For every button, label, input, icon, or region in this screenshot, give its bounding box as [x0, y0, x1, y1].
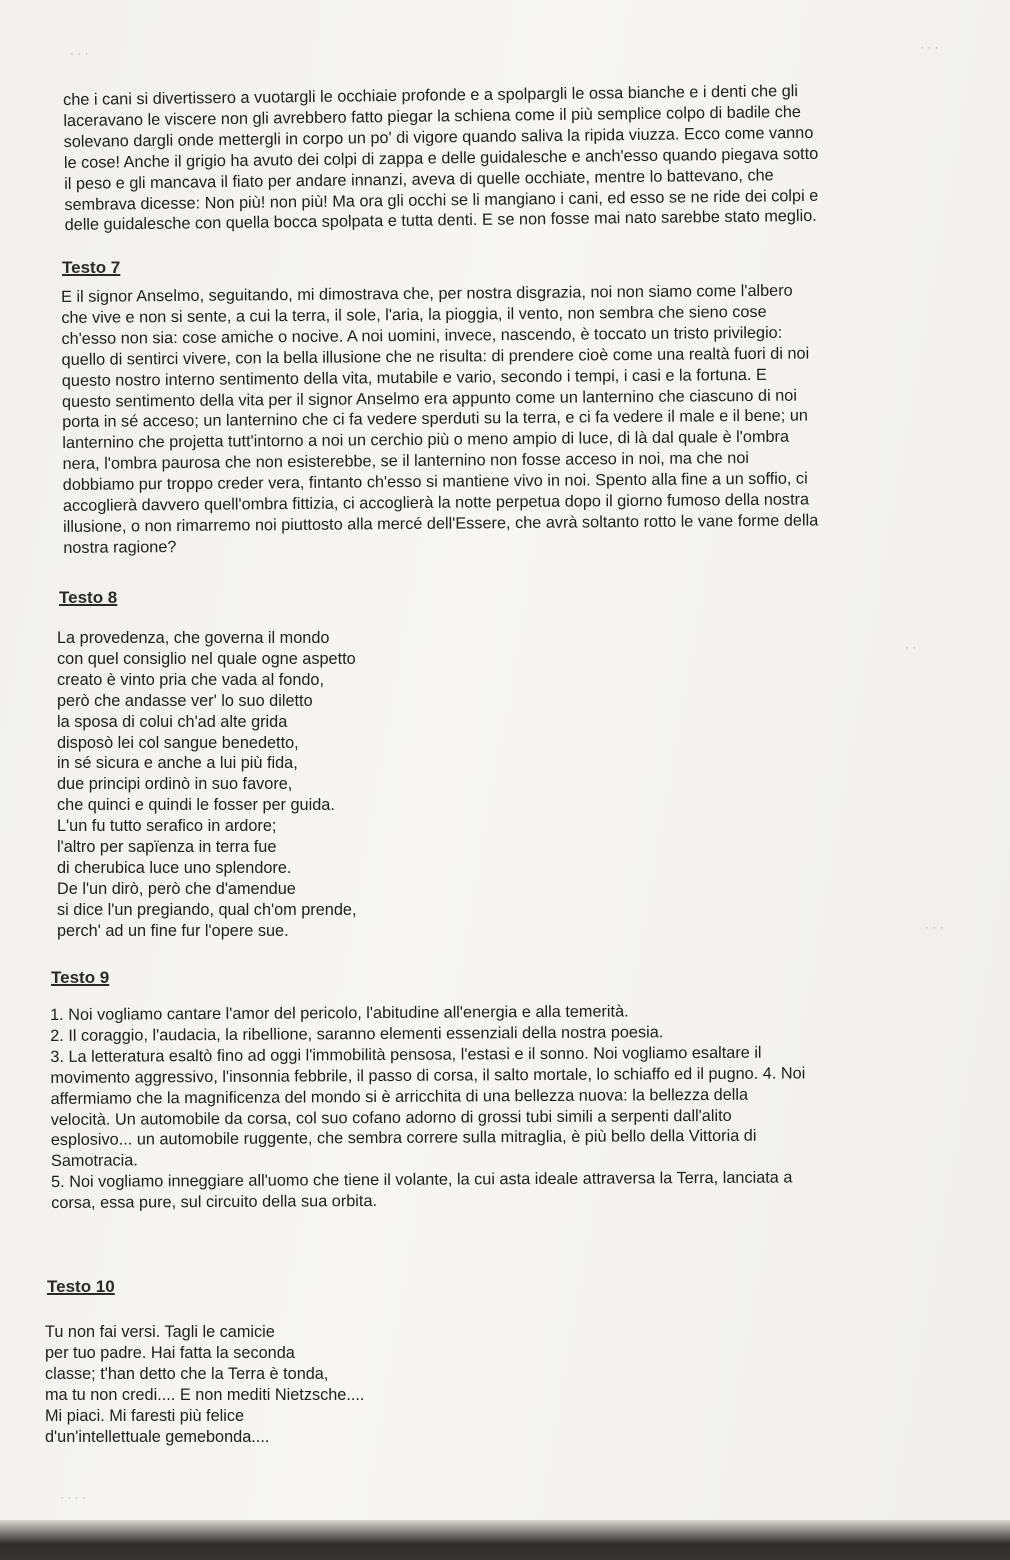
poem-line: due principi ordinò in suo favore, [57, 775, 293, 794]
testo-8-poem [57, 628, 356, 942]
show-through-mark: · · · [920, 40, 939, 54]
poem-line: ma tu non credi.... E non mediti Nietzsche.... [45, 1385, 365, 1404]
text-line: delle guidalesche con quella bocca spolpata e tutta denti. E se non fosse mai nato sarebbe stato meglio. [64, 207, 817, 235]
text-line: che vive e non si sente, a cui la terra, il sole, l'aria, la pioggia, il vento, non sembra che sieno cose [61, 302, 767, 327]
text-line: questo nostro interno sentimento della vita, mutabile e vario, secondo i tempi, i casi e la fortuna. E [61, 365, 767, 390]
poem-line: creato è vinto pria che vada al fondo, [57, 670, 325, 689]
poem-line: in sé sicura e anche a lui più fida, [57, 754, 298, 773]
show-through-mark: · · · [70, 46, 89, 60]
poem-line: De l'un dirò, però che d'amendue [57, 879, 296, 898]
poem-line: Mi piaci. Mi faresti più felice [45, 1406, 245, 1425]
section-title-testo-10: Testo 10 [47, 1277, 115, 1296]
show-through-mark: · · [905, 640, 917, 654]
testo-9-paragraph [50, 1000, 806, 1214]
poem-line: classe; t'han detto che la Terra è tonda, [45, 1364, 329, 1383]
poem-line: con quel consiglio nel quale ogne aspetto [57, 649, 356, 668]
section-title-testo-9: Testo 9 [51, 968, 110, 987]
poem-line: la sposa di colui ch'ad alte grida [57, 712, 288, 731]
text-line: il peso e gli mancava il fiato per andare innanzi, aveva di quelle occhiate, mentre lo battevano, che [64, 165, 774, 193]
desk-surface [0, 1520, 1010, 1560]
text-line: che i cani si divertissero a vuotargli le occhiaie profonde e a spolpargli le ossa bianche e i denti che gli [63, 82, 799, 109]
show-through-mark: · · · · [60, 1490, 86, 1504]
text-line: 5. Noi vogliamo inneggiare all'uomo che tiene il volante, la cui asta ideale attraversa la Terra, lanciata a [51, 1168, 793, 1192]
poem-line: Tu non fai versi. Tagli le camicie [45, 1323, 275, 1341]
poem-line: perch' ad un fine fur l'opere sue. [57, 921, 289, 940]
text-line: corsa, essa pure, sul circuito della sua orbita. [51, 1192, 378, 1213]
show-through-mark: · · · [925, 920, 944, 934]
text-line: sembrava dicesse: Non più! non più! Ma ora gli occhi se li mangiano i cani, ed esso se ne ride dei colpi e [64, 186, 819, 214]
text-line: movimento aggressivo, l'insonnia febbrile, il passo di corsa, il salto mortale, lo schiaffo ed il pugno. 4. Noi [50, 1064, 806, 1087]
text-line: porta in sé acceso; un lanternino che ci fa vedere sperduti su la terra, e ci fa vedere il male e il bene; un [62, 406, 808, 432]
poem-line: d'un'intellettuale gemebonda.... [45, 1427, 270, 1446]
text-line: velocità. Un automobile da corsa, col suo cofano adorno di grossi tubi simili a serpenti dall'alito [50, 1106, 732, 1129]
testo-10-poem [45, 1322, 364, 1447]
intro-paragraph [63, 81, 819, 237]
text-line: 2. Il coraggio, l'audacia, la ribellione, saranno elementi essenziali della nostra poesia. [50, 1023, 664, 1045]
text-line: solevano dargli onde mettergli in corpo un po' di vigore quando saliva la ripida viuzza. Ecco come vanno [63, 123, 814, 151]
text-line: questo sentimento della vita per il signor Anselmo era appunto come un lanternino che ciascuno di noi [61, 386, 797, 411]
section-title-testo-7: Testo 7 [62, 258, 121, 277]
poem-line: disposò lei col sangue benedetto, [57, 733, 299, 752]
text-line: laceravano le viscere non gli avrebbero fatto piegar la schiena come il più semplice colpo di badile che [63, 102, 802, 130]
text-line: 3. La letteratura esaltò fino ad oggi l'immobilità pensosa, l'estasi e il sonno. Noi vogliamo esaltare il [50, 1043, 762, 1066]
text-line: Samotracia. [50, 1151, 138, 1171]
text-line: E il signor Anselmo, seguitando, mi dimostrava che, per nostra disgrazia, noi non siamo come l'albero [61, 281, 793, 306]
poem-line: La provedenza, che governa il mondo [57, 629, 330, 647]
text-line: esplosivo... un automobile ruggente, che sembra correre sulla mitraglia, è più bello della Vittoria di [50, 1127, 757, 1150]
text-line: affermiamo che la magnificenza del mondo si è arricchita di una bellezza nuova: la bellezza della [50, 1085, 749, 1108]
testo-7-paragraph [61, 280, 818, 558]
text-line: accoglierà davvero quell'ombra fittizia, ci accoglierà la notte perpetua dopo il giorno fumoso della nostra [62, 490, 810, 516]
text-line: quello di sentirci vivere, con la bella illusione che ne risulta: di prendere cioè come una realtà fuori di noi [61, 344, 810, 369]
text-line: lanternino che projetta tutt'intorno a noi un cerchio più o meno ampio di luce, di là dal quale è l'ombra [62, 427, 790, 453]
text-line: nostra ragione? [63, 537, 177, 557]
poem-line: che quinci e quindi le fosser per guida. [57, 796, 335, 815]
poem-line: l'altro per sapïenza in terra fue [57, 838, 277, 857]
text-line: illusione, o non rimarremo noi piuttosto alla mercé dell'Essere, che avrà soltanto rotto le vane forme della [63, 511, 819, 536]
poem-line: per tuo padre. Hai fatta la seconda [45, 1343, 295, 1362]
text-line: ch'esso non sia: cose amiche o nocive. A noi uomini, invece, nascendo, è toccato un tristo privilegio: [61, 323, 783, 348]
poem-line: di cherubica luce uno splendore. [57, 858, 292, 877]
text-line: le cose! Anche il grigio ha avuto dei colpi di zappa e delle guidalesche e anch'esso quando piegava sotto [63, 144, 819, 172]
poem-line: si dice l'un pregiando, qual ch'om prende, [57, 900, 357, 919]
text-line: nera, l'ombra paurosa che non esisterebbe, se il lanternino non fosse acceso in noi, ma che noi [62, 449, 750, 474]
text-line: dobbiamo pur troppo creder vera, fintanto ch'esso si mantiene vivo in noi. Spento alla fine a un soffio, ci [62, 469, 808, 495]
text-line: 1. Noi vogliamo cantare l'amor del pericolo, l'abitudine all'energia e alla temerità. [50, 1002, 629, 1024]
poem-line: L'un fu tutto serafico in ardore; [57, 817, 277, 836]
poem-line: però che andasse ver' lo suo diletto [57, 691, 313, 710]
section-title-testo-8: Testo 8 [59, 588, 118, 607]
